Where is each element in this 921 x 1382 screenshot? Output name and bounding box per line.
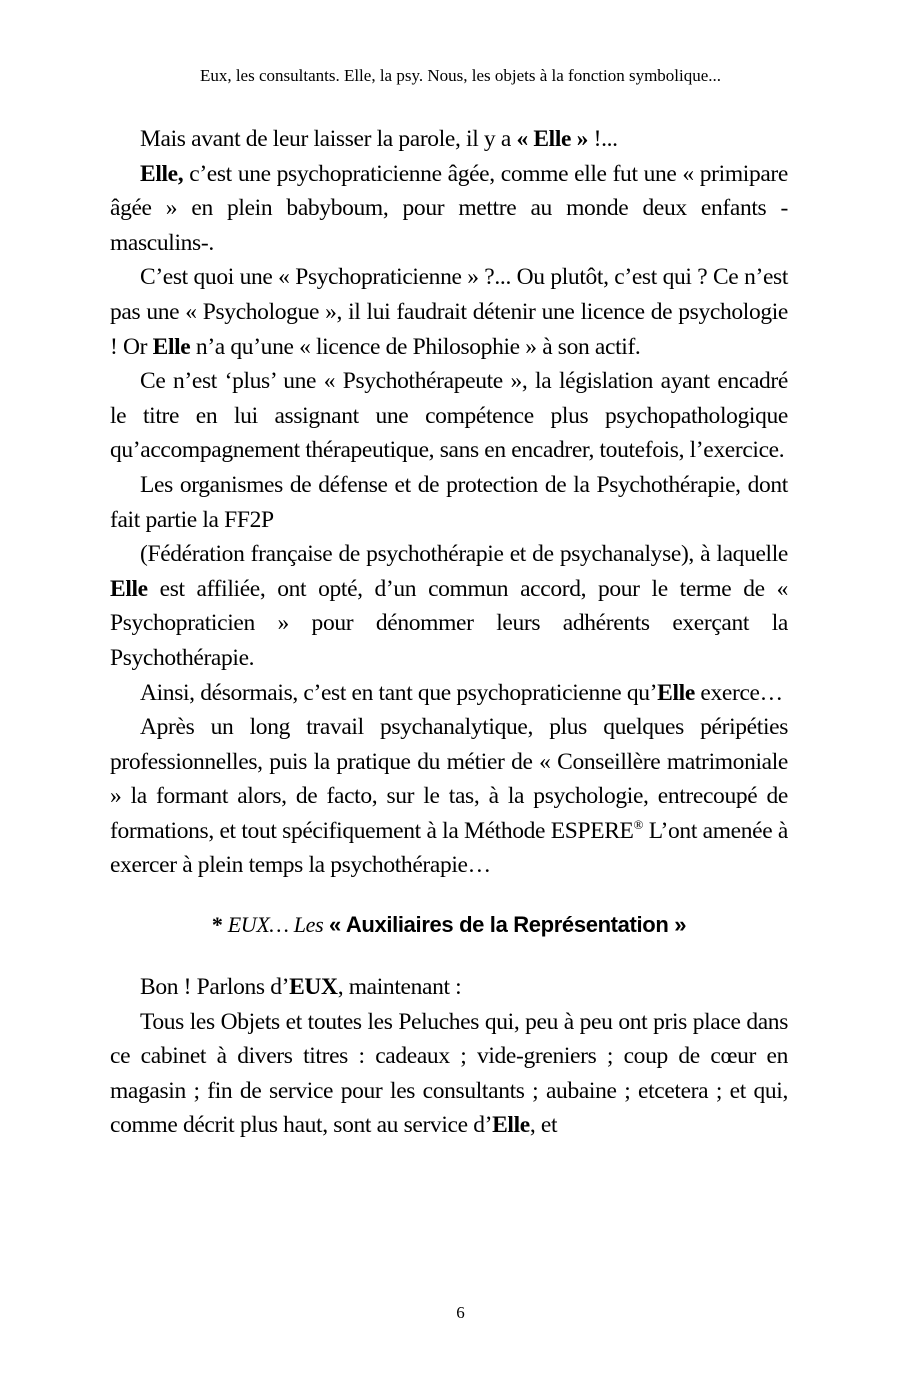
paragraph-7-text: Ainsi, désormais, c’est en tant que psychopraticienne qu’ — [140, 679, 658, 706]
paragraph-2-bold: Elle, — [140, 160, 184, 187]
paragraph-8 — [110, 710, 788, 883]
paragraph-1 — [110, 122, 788, 157]
paragraph-10-bold: Elle — [492, 1112, 530, 1139]
paragraph-6-bold: Elle — [110, 575, 148, 602]
section-heading-star: * — [211, 912, 228, 938]
paragraph-1-text: Mais avant de leur laisser la parole, il y a — [140, 126, 517, 152]
paragraph-3-text: C’est quoi une « Psychopraticienne » ?... Ou plutôt, c’est qui ? Ce n’est pas une « Psychologue », il lui faudrait détenir une licence de psychologie ! Or — [110, 264, 788, 360]
paragraph-10-tail: , et — [529, 1112, 558, 1139]
paragraph-3-bold: Elle — [152, 333, 191, 360]
section-heading-italic: EUX… Les — [227, 912, 324, 938]
paragraph-7-tail: exerce… — [694, 679, 783, 706]
paragraph-9-tail: , maintenant : — [337, 974, 462, 1001]
paragraph-1-bold: « Elle » — [516, 126, 589, 152]
section-heading-title: « Auxiliaires de la Représentation » — [323, 912, 687, 938]
paragraph-6-text: (Fédération française de psychothérapie et de psychanalyse), à laquelle — [140, 541, 788, 568]
paragraph-5 — [110, 468, 788, 537]
paragraph-7 — [110, 676, 788, 711]
paragraph-6-tail: est affiliée, ont opté, d’un commun accord, pour le terme de « Psychopraticien » pour dénommer leurs adhérents exerçant la Psychothérapie. — [110, 575, 788, 671]
paragraph-8-text: Après un long travail psychanalytique, plus quelques péripéties professionnelles, puis la pratique du métier de « Conseillère matrimoniale » la formant alors, de facto, sur le tas, à la psychologie, entrecoupé de formations, et tout spécifiquement à la Méthode ESPERE — [110, 714, 788, 844]
page-number: 6 — [456, 1303, 465, 1322]
section-heading — [110, 908, 788, 942]
paragraph-3-tail: n’a qu’une « licence de Philosophie » à son actif. — [190, 333, 641, 360]
paragraph-4-text: Ce n’est ‘plus’ une « Psychothérapeute », la législation ayant encadré le titre en lui assignant une compétence plus psychopathologique qu’accompagnement thérapeutique, sans en encadrer, toutefois, l’exercice. — [110, 368, 788, 464]
paragraph-2-text: c’est une psychopraticienne âgée, comme elle fut une « primipare âgée » en plein babyboum, pour mettre au monde deux enfants -masculins-. — [110, 160, 788, 256]
paragraph-7-bold: Elle — [657, 679, 695, 706]
paragraph-10 — [110, 1005, 788, 1143]
registered-mark: ® — [633, 816, 644, 832]
paragraph-10-text: Tous les Objets et toutes les Peluches qui, peu à peu ont pris place dans ce cabinet à divers titres : cadeaux ; vide-greniers ; coup de cœur en magasin ; fin de service pour les consultants ; aubaine ; etcetera ; et qui, comme décrit plus haut, sont au service d’ — [110, 1008, 788, 1139]
paragraph-9-text: Bon ! Parlons d’ — [140, 974, 290, 1001]
paragraph-2 — [110, 157, 788, 261]
paragraph-9 — [110, 970, 788, 1005]
paragraph-6 — [110, 537, 788, 675]
paragraph-3 — [110, 260, 788, 364]
paragraph-8-tail: L’ont amenée à exercer à plein temps la psychothérapie… — [110, 817, 789, 879]
body-text — [110, 122, 788, 1143]
paragraph-5-text: Les organismes de défense et de protection de la Psychothérapie, dont fait partie la FF2P — [110, 471, 788, 533]
running-header: Eux, les consultants. Elle, la psy. Nous, les objets à la fonction symbolique... — [199, 66, 722, 85]
paragraph-1-tail: !... — [588, 126, 618, 152]
paragraph-9-bold: EUX — [289, 974, 338, 1001]
paragraph-4 — [110, 364, 788, 468]
